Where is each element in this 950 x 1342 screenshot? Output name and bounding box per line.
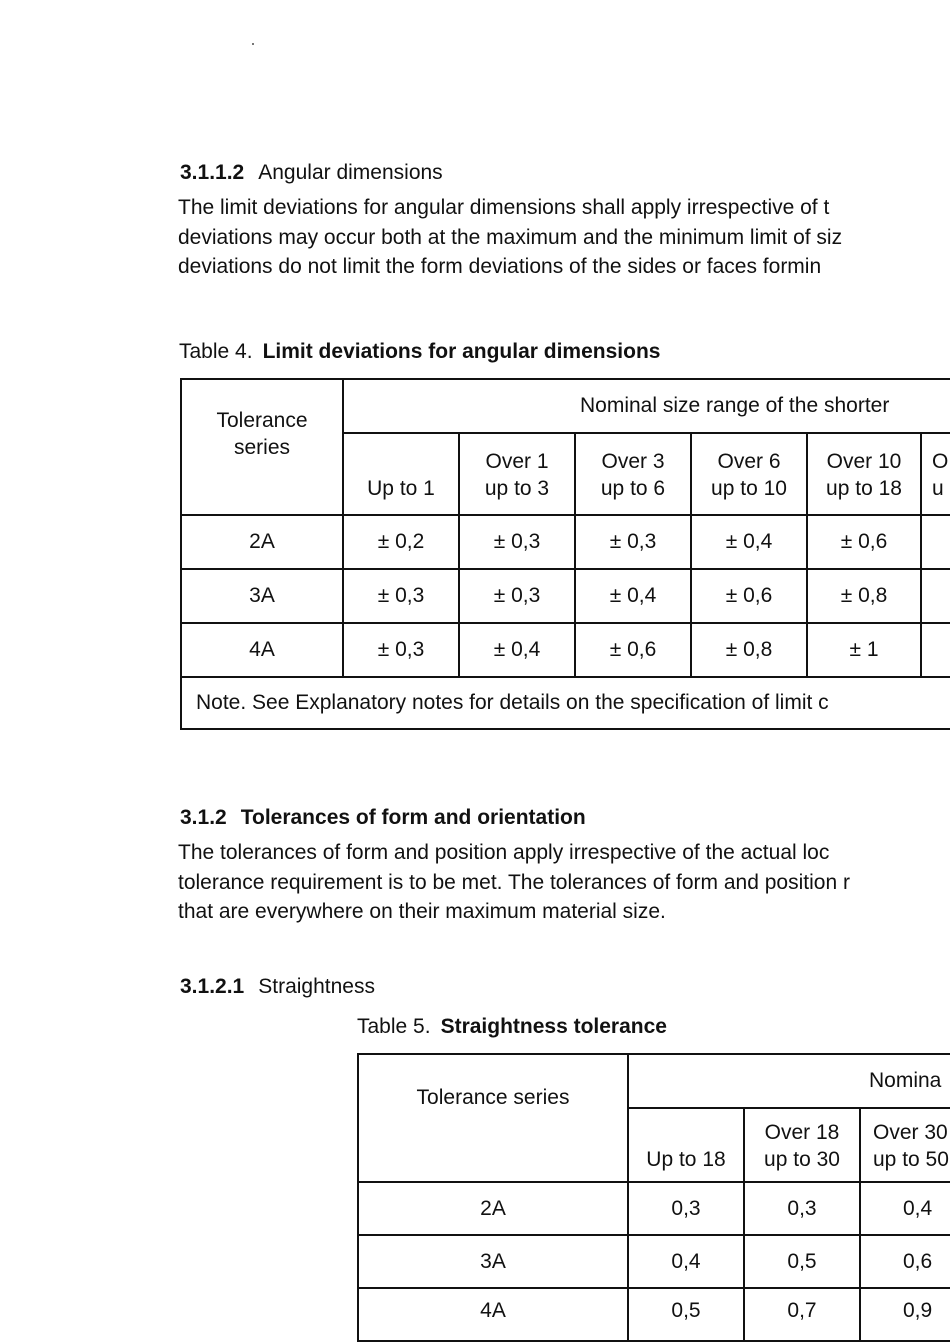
value-cell: 0,3 <box>744 1182 860 1235</box>
column-line1: Over 3 <box>601 450 665 473</box>
value-cell: ± 0,8 <box>807 569 921 623</box>
table4-column-header <box>921 433 950 515</box>
column-line1: Over 18 <box>764 1121 840 1144</box>
value-cell: 0,4 <box>628 1235 744 1288</box>
table4-note: Note. See Explanatory notes for details on the specification of limit c <box>181 677 950 729</box>
value-cell: ± 0,6 <box>691 569 807 623</box>
value-cell: 0,4 <box>860 1182 950 1235</box>
table4-column-header <box>575 433 691 515</box>
nominal-size-range-header: Nominal size range of the shorter <box>580 394 890 417</box>
value-cell: ± 0,3 <box>343 623 459 677</box>
paragraph-line: deviations do not limit the form deviations of the sides or faces formin <box>178 255 822 278</box>
table-caption-prefix: Table 5. <box>357 1015 431 1038</box>
paragraph-line: deviations may occur both at the maximum and the minimum limit of siz <box>178 225 843 249</box>
column-line1: Over 30 <box>873 1121 948 1144</box>
paragraph-line: tolerance requirement is to be met. The tolerances of form and position r <box>178 870 850 894</box>
value-cell: ± 0,4 <box>575 569 691 623</box>
series-cell: 2A <box>358 1182 628 1235</box>
value-cell: ± 0,6 <box>575 623 691 677</box>
column-line2: up to 18 <box>826 477 902 500</box>
paragraph-angular <box>178 193 842 282</box>
series-cell: 4A <box>358 1288 628 1341</box>
table4-column-header <box>343 433 459 515</box>
series-cell: 2A <box>181 515 343 569</box>
paragraph-line: that are everywhere on their maximum material size. <box>178 900 666 923</box>
table5-caption <box>357 1015 667 1039</box>
column-line1: Over 6 <box>717 450 781 473</box>
section-heading-312 <box>180 806 586 830</box>
table-row <box>181 515 950 569</box>
value-cell: 0,5 <box>744 1235 860 1288</box>
value-cell: ± 0,3 <box>459 569 575 623</box>
value-cell: 0,9 <box>860 1288 950 1341</box>
section-title: Tolerances of form and orientation <box>240 806 586 829</box>
table-row <box>181 623 950 677</box>
table4-column-header <box>807 433 921 515</box>
table4-group-header <box>343 379 950 433</box>
column-line1: Over 1 <box>485 450 549 473</box>
series-cell: 4A <box>181 623 343 677</box>
column-line2: up to 10 <box>711 477 787 500</box>
table-row <box>358 1288 950 1341</box>
paragraph-form-orientation <box>178 838 850 927</box>
column-line2: up to 30 <box>764 1148 840 1171</box>
section-number: 3.1.2 <box>180 806 227 829</box>
column-line2: up to 6 <box>600 477 666 500</box>
value-cell: ± 0,2 <box>343 515 459 569</box>
value-cell: ± 0,4 <box>691 515 807 569</box>
value-cell: 0,6 <box>860 1235 950 1288</box>
table4-column-header <box>691 433 807 515</box>
table-row <box>358 1235 950 1288</box>
table-caption-title: Straightness tolerance <box>440 1015 667 1038</box>
table4-col-header <box>181 379 343 515</box>
table-caption-title: Limit deviations for angular dimensions <box>262 340 661 363</box>
value-cell: ± 0,3 <box>459 515 575 569</box>
series-cell: 3A <box>358 1235 628 1288</box>
table5-column-header <box>628 1108 744 1182</box>
tolerance-series-header: Tolerance series <box>216 409 308 459</box>
table-row <box>181 569 950 623</box>
section-title: Straightness <box>258 975 375 998</box>
table5-col-header <box>358 1054 628 1182</box>
value-cell: ± 0,4 <box>459 623 575 677</box>
value-cell: ± 0,8 <box>691 623 807 677</box>
table5 <box>357 1053 950 1342</box>
nominal-header: Nomina <box>869 1069 942 1092</box>
table4-column-header <box>459 433 575 515</box>
table4 <box>180 378 950 730</box>
value-cell: ± 0,6 <box>807 515 921 569</box>
value-cell: ± 1 <box>807 623 921 677</box>
column-line2: Up to 18 <box>646 1148 726 1171</box>
column-line1: Over 10 <box>826 450 902 473</box>
table-caption-prefix: Table 4. <box>179 340 253 363</box>
column-line2: u <box>932 477 944 500</box>
scan-speck <box>252 43 254 45</box>
table-row <box>358 1182 950 1235</box>
column-line2: up to 3 <box>484 477 550 500</box>
table5-column-header <box>860 1108 950 1182</box>
table5-group-header <box>628 1054 950 1108</box>
paragraph-line: The limit deviations for angular dimensions shall apply irrespective of t <box>178 196 830 219</box>
series-cell: 3A <box>181 569 343 623</box>
paragraph-line: The tolerances of form and position apply irrespective of the actual loc <box>178 841 830 864</box>
section-number: 3.1.2.1 <box>180 975 245 998</box>
section-title: Angular dimensions <box>258 161 443 184</box>
value-cell <box>921 569 950 623</box>
value-cell: 0,7 <box>744 1288 860 1341</box>
column-line2: Up to 1 <box>367 477 435 500</box>
value-cell: 0,5 <box>628 1288 744 1341</box>
column-line2: up to 50 <box>873 1148 949 1171</box>
value-cell: 0,3 <box>628 1182 744 1235</box>
tolerance-series-header: Tolerance series <box>416 1086 570 1109</box>
section-heading-3121 <box>180 975 375 999</box>
column-line1: O <box>932 450 949 473</box>
value-cell <box>921 515 950 569</box>
table4-caption <box>179 340 660 364</box>
value-cell: ± 0,3 <box>343 569 459 623</box>
section-heading-3112 <box>180 161 443 185</box>
table5-column-header <box>744 1108 860 1182</box>
value-cell: ± 0,3 <box>575 515 691 569</box>
value-cell <box>921 623 950 677</box>
section-number: 3.1.1.2 <box>180 161 245 184</box>
